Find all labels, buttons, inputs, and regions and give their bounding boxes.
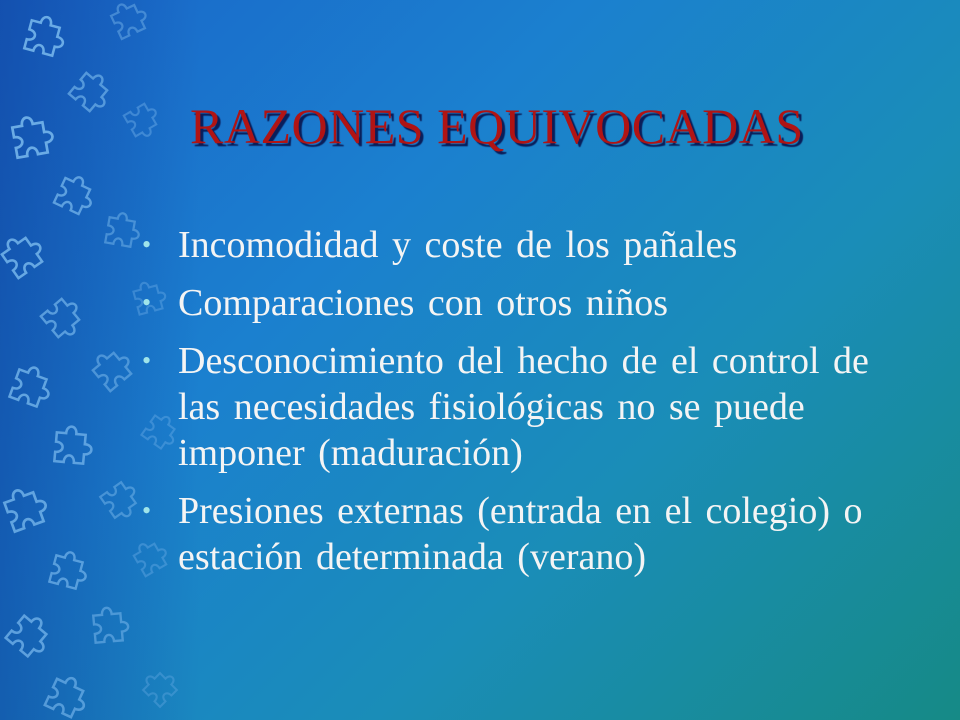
bullet-text: Comparaciones con otros niños (178, 282, 669, 324)
bullet-marker: • (142, 496, 152, 525)
bullet-list (142, 222, 922, 592)
bullet-marker: • (142, 288, 152, 317)
bullet-marker: • (142, 346, 152, 375)
slide-title: RAZONES EQUIVOCADAS (190, 98, 804, 154)
bullet-item-diapers (142, 222, 922, 268)
bullet-marker: • (142, 230, 152, 259)
bullet-item-external-pressure (142, 488, 922, 580)
bullet-text: Desconocimiento del hecho de el control de las necesidades fisiológicas no se puede imponer (maduración) (178, 340, 869, 474)
bullet-text: Presiones externas (entrada en el colegio) o estación determinada (verano) (178, 490, 863, 578)
bullet-item-comparisons (142, 280, 922, 326)
bullet-item-maturation (142, 338, 922, 476)
bullet-text: Incomodidad y coste de los pañales (178, 224, 738, 266)
